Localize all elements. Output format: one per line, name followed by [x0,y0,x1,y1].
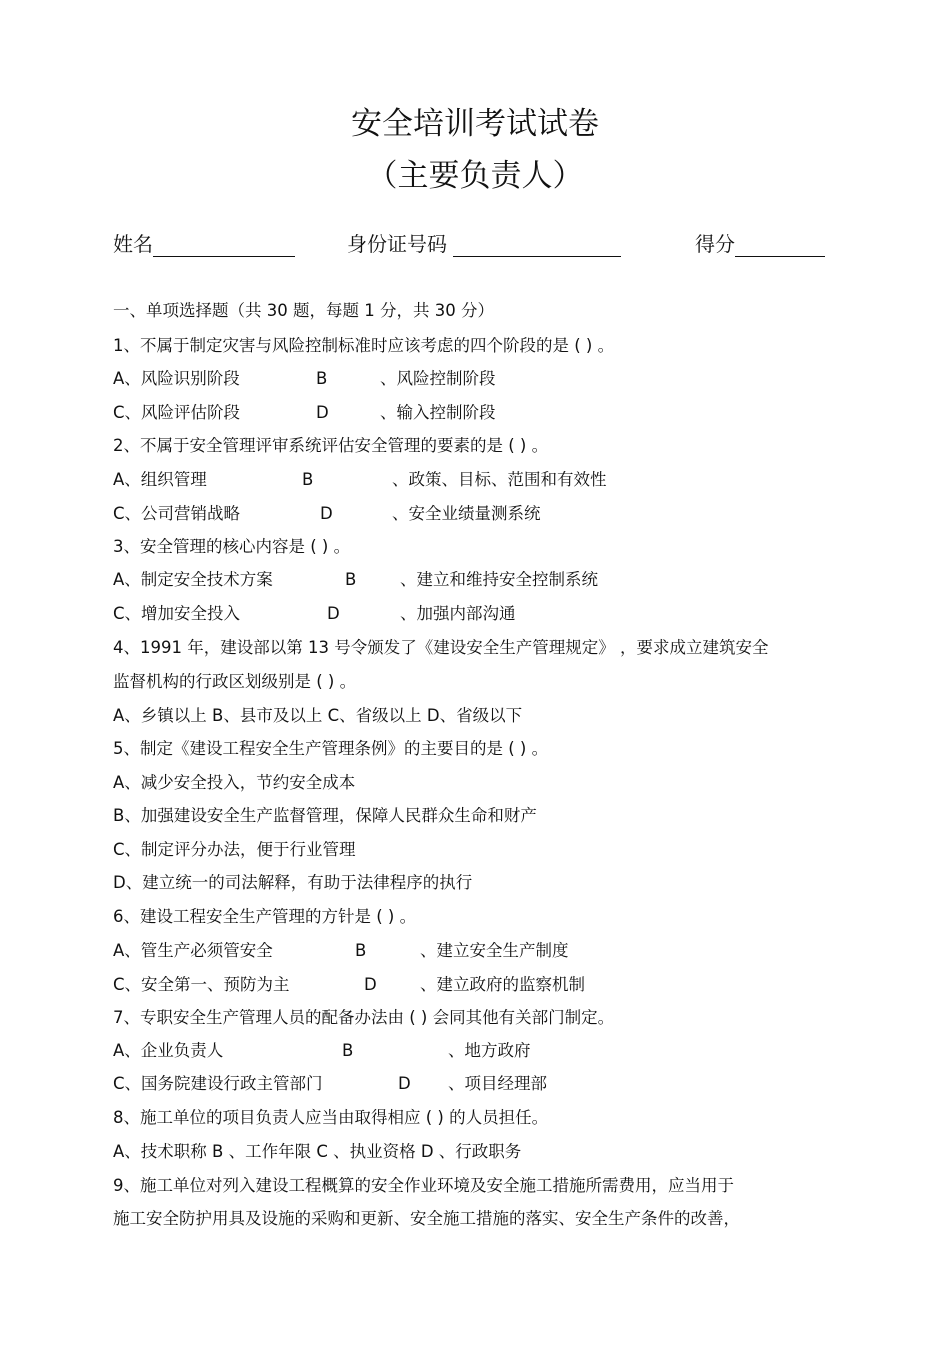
question-1: 1、不属于制定灾害与风险控制标准时应该考虑的四个阶段的是 ( ) 。 [113,336,615,355]
q1-option-c: C、风险评估阶段 [113,403,241,422]
q7-option-a: A、企业负责人 [113,1041,224,1060]
q6-option-a: A、管生产必须管安全 [113,941,273,960]
question-7: 7、专职安全生产管理人员的配备办法由 ( ) 会同其他有关部门制定。 [113,1008,615,1027]
q1-option-a: A、风险识别阶段 [113,369,240,388]
q7-option-d: 、项目经理部 [448,1074,547,1093]
q2-option-d-letter: D [320,504,333,523]
question-4-line-1: 4、1991 年，建设部以第 13 号令颁发了《建设安全生产管理规定》 ，要求成立建筑安全 [113,638,769,657]
q6-option-b-letter: B [355,941,367,960]
section-heading: 一、单项选择题（共 30 题，每题 1 分，共 30 分） [113,301,494,320]
question-2: 2、不属于安全管理评审系统评估安全管理的要素的是 ( ) 。 [113,436,549,455]
q3-option-d-letter: D [327,604,340,623]
score-field[interactable] [695,228,825,257]
q5-option-d: D、建立统一的司法解释，有助于法律程序的执行 [113,873,473,892]
exam-title: 安全培训考试试卷 [351,106,599,142]
question-9-line-2: 施工安全防护用具及设施的采购和更新、安全施工措施的落实、安全生产条件的改善， [113,1209,740,1228]
q4-options: A、乡镇以上 B、县市及以上 C、省级以上 D、省级以下 [113,706,523,725]
question-5: 5、制定《建设工程安全生产管理条例》的主要目的是 ( ) 。 [113,739,549,758]
q6-option-d: 、建立政府的监察机制 [420,975,585,994]
q2-option-d: 、安全业绩量测系统 [392,504,541,523]
q1-option-b: 、风险控制阶段 [380,369,496,388]
q7-option-b: 、地方政府 [448,1041,531,1060]
q6-option-d-letter: D [364,975,377,994]
q1-option-d-letter: D [316,403,329,422]
q2-option-c: C、公司营销战略 [113,504,241,523]
q3-option-c: C、增加安全投入 [113,604,241,623]
question-8: 8、施工单位的项目负责人应当由取得相应 ( ) 的人员担任。 [113,1108,549,1127]
q3-option-d: 、加强内部沟通 [400,604,516,623]
q3-option-b-letter: B [345,570,357,589]
q7-option-b-letter: B [342,1041,354,1060]
id-blank[interactable] [453,232,621,257]
q3-option-b: 、建立和维持安全控制系统 [400,570,598,589]
question-9-line-1: 9、施工单位对列入建设工程概算的安全作业环境及安全施工措施所需费用，应当用于 [113,1176,734,1195]
question-3: 3、安全管理的核心内容是 ( ) 。 [113,537,351,556]
question-6: 6、建设工程安全生产管理的方针是 ( ) 。 [113,907,417,926]
q8-options: A、技术职称 B 、工作年限 C 、执业资格 D 、行政职务 [113,1142,522,1161]
q2-option-a: A、组织管理 [113,470,207,489]
name-blank[interactable] [153,232,295,257]
q7-option-c: C、国务院建设行政主管部门 [113,1074,323,1093]
q5-option-b: B、加强建设安全生产监督管理，保障人民群众生命和财产 [113,806,537,825]
question-4-line-2: 监督机构的行政区划级别是 ( ) 。 [113,672,357,691]
q1-option-d: 、输入控制阶段 [380,403,496,422]
q3-option-a: A、制定安全技术方案 [113,570,273,589]
q2-option-b: 、政策、目标、范围和有效性 [392,470,607,489]
score-blank[interactable] [735,232,825,257]
id-field[interactable] [347,228,621,257]
name-field[interactable] [113,228,295,257]
q1-option-b-letter: B [316,369,328,388]
exam-subtitle: （主要负责人） [366,158,584,194]
q6-option-c: C、安全第一、预防为主 [113,975,290,994]
name-label: 姓名 [113,232,153,256]
q7-option-d-letter: D [398,1074,411,1093]
q2-option-b-letter: B [302,470,314,489]
score-label: 得分 [695,232,735,256]
q5-option-a: A、减少安全投入，节约安全成本 [113,773,356,792]
q5-option-c: C、制定评分办法，便于行业管理 [113,840,356,859]
q6-option-b: 、建立安全生产制度 [420,941,569,960]
id-label: 身份证号码 [347,232,447,256]
